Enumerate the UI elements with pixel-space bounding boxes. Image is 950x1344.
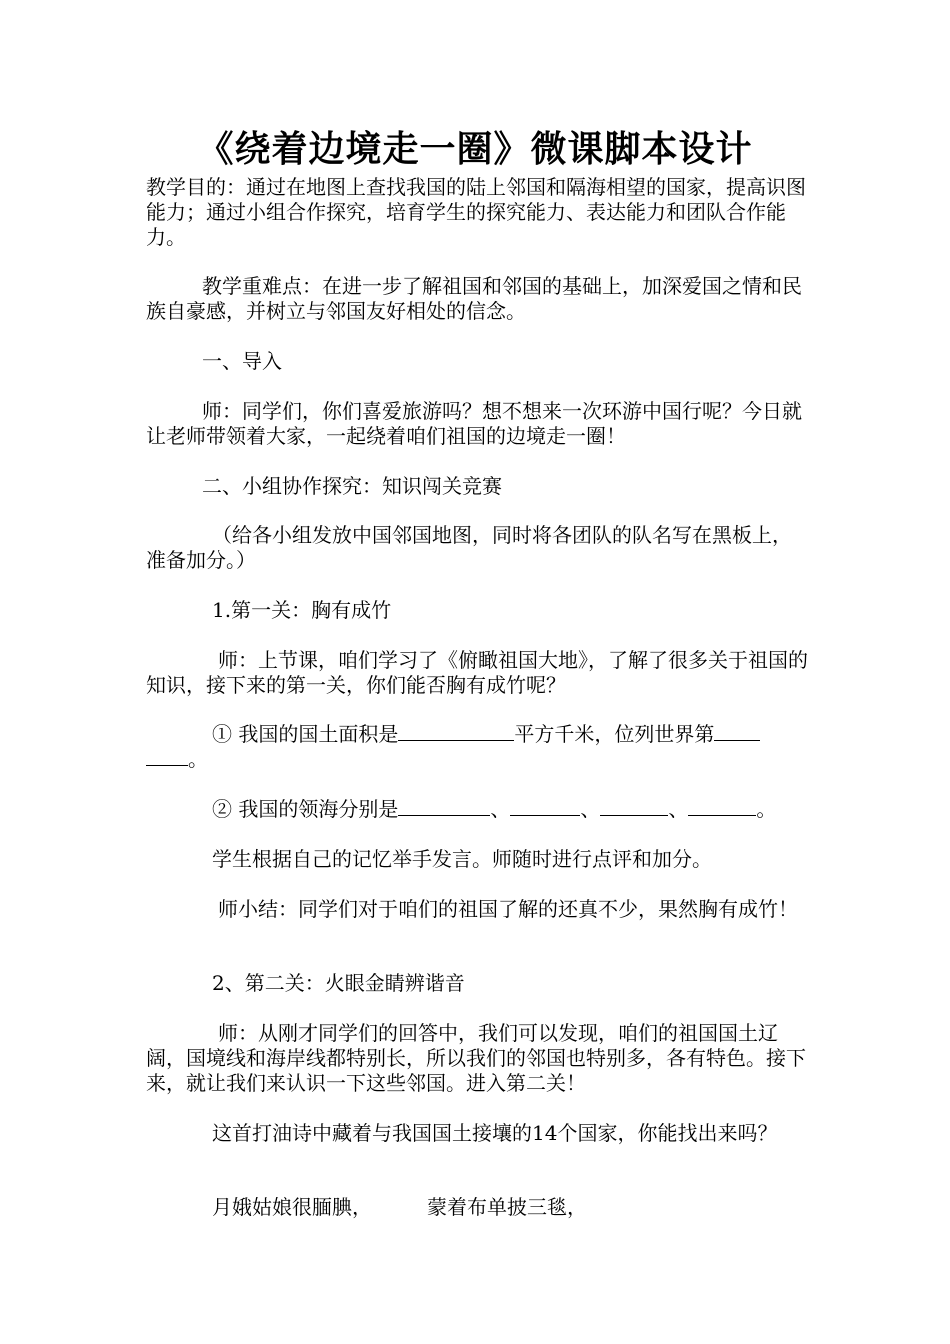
document-title: 《绕着边境走一圈》微课脚本设计 bbox=[197, 128, 753, 170]
key-points-paragraph: 教学重难点：在进一步了解祖国和邻国的基础上，加深爱国之情和民族自豪感，并树立与邻国友好相处的信念。 bbox=[146, 274, 802, 323]
level1-heading: 1.第一关：胸有成竹 bbox=[212, 598, 392, 622]
question-2-sep-2: 、 bbox=[580, 797, 601, 821]
poem-line-1-part-b: 蒙着布单披三毯， bbox=[427, 1195, 587, 1219]
question-1-suffix: 。 bbox=[188, 747, 208, 771]
section-heading-group-work: 二、小组协作探究：知识闯关竞赛 bbox=[202, 474, 502, 498]
question-1-blank-rank bbox=[714, 722, 760, 741]
students-answer-paragraph: 学生根据自己的记忆举手发言。师随时进行点评和加分。 bbox=[212, 847, 712, 871]
question-1-blank-area bbox=[398, 722, 514, 741]
question-2-suffix: 。 bbox=[756, 797, 777, 821]
teaching-goal-paragraph: 教学目的：通过在地图上查找我国的陆上邻国和隔海相望的国家，提高识图能力；通过小组合作探究，培育学生的探究能力、表达能力和团队合作能力。 bbox=[146, 175, 806, 249]
poem-line-1 bbox=[146, 1195, 810, 1220]
question-2-blank-3 bbox=[600, 797, 668, 816]
setup-note-paragraph: （给各小组发放中国邻国地图，同时将各团队的队名写在黑板上，准备加分。） bbox=[146, 523, 792, 572]
question-1-blank-rank-cont bbox=[146, 747, 188, 766]
section-heading-intro: 一、导入 bbox=[202, 349, 282, 373]
poem-intro-paragraph: 这首打油诗中藏着与我国国土接壤的14个国家，你能找出来吗？ bbox=[212, 1121, 778, 1145]
question-2-blank-4 bbox=[688, 797, 756, 816]
question-2-prefix: ② 我国的领海分别是 bbox=[212, 797, 399, 821]
intro-teacher-paragraph: 师：同学们，你们喜爱旅游吗？想不想来一次环游中国行呢？今日就让老师带领着大家，一起绕着咱们祖国的边境走一圈！ bbox=[146, 399, 802, 448]
question-1-prefix: ① 我国的国土面积是 bbox=[212, 722, 399, 746]
level1-teacher-paragraph: 师：上节课，咱们学习了《俯瞰祖国大地》，了解了很多关于祖国的知识，接下来的第一关，你们能否胸有成竹呢？ bbox=[146, 648, 808, 697]
question-2 bbox=[146, 797, 810, 822]
question-1 bbox=[146, 722, 810, 747]
question-2-sep-1: 、 bbox=[490, 797, 511, 821]
question-2-blank-1 bbox=[398, 797, 490, 816]
poem-line-1-part-a: 月娥姑娘很腼腆， bbox=[212, 1195, 372, 1219]
question-2-sep-3: 、 bbox=[668, 797, 689, 821]
question-2-blank-2 bbox=[510, 797, 580, 816]
level1-summary-paragraph: 师小结：同学们对于咱们的祖国了解的还真不少，果然胸有成竹！ bbox=[218, 897, 798, 921]
question-1-continuation bbox=[146, 747, 810, 772]
level2-teacher-paragraph: 师：从刚才同学们的回答中，我们可以发现，咱们的祖国国土辽阔，国境线和海岸线都特别长，所以我们的邻国也特别多，各有特色。接下来，就让我们来认识一下这些邻国。进入第二关！ bbox=[146, 1021, 806, 1095]
level2-heading: 2、第二关：火眼金睛辨谐音 bbox=[212, 971, 465, 995]
question-1-middle: 平方千米，位列世界第 bbox=[514, 722, 715, 746]
